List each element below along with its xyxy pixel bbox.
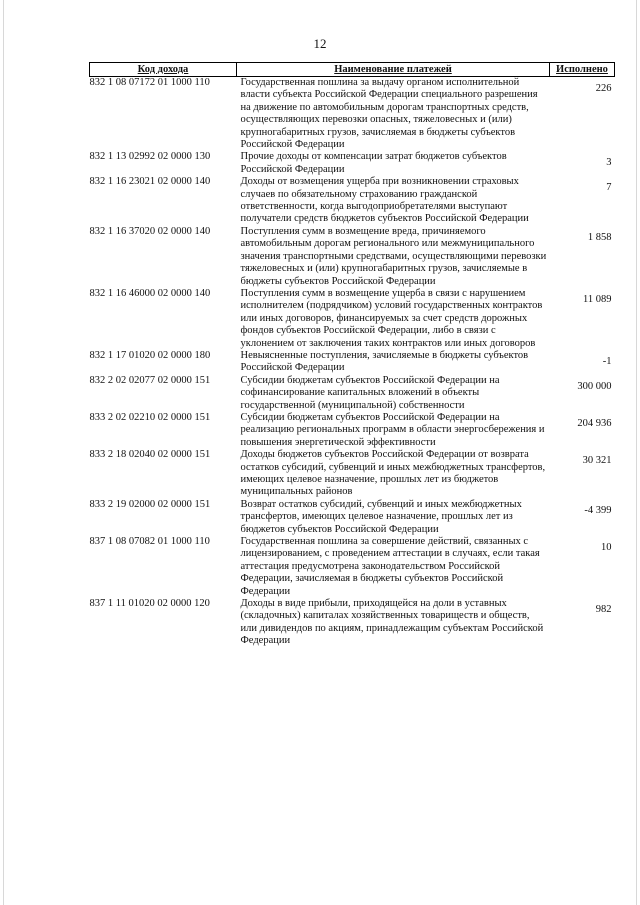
executed-amount: -1 [602,355,612,367]
executed-amount: 10 [601,542,612,554]
income-table [89,62,615,648]
scan-edge-right [636,0,637,905]
payment-name: Прочие доходы от компенсации затрат бюджетов субъектов Российской Федерации [240,151,507,175]
payment-name: Поступления сумм в возмещение вреда, причиняемого автомобильным дорогам регионального или межмуниципального значения транспортными средствами, осуществляющими перевозки тяжеловесных и (или) крупногабаритных грузов, зачисляемые в бюджеты субъектов Российской Федерации [240,225,547,287]
payment-name: Доходы от возмещения ущерба при возникновении страховых случаев по обязательному страхованию гражданской ответственности, когда выгодоприобретателями выступают получатели средств бюджетов субъектов Российской Федерации [240,176,529,225]
executed-amount: 1 858 [587,231,612,243]
executed-amount: 30 321 [582,455,612,467]
income-code: 837 1 08 07082 01 1000 110 [89,536,210,548]
income-code: 832 1 08 07172 01 1000 110 [89,77,210,88]
table-row [90,288,615,350]
table-row [90,375,615,412]
income-code: 833 2 19 02000 02 0000 151 [89,498,211,510]
payment-name: Субсидии бюджетам субъектов Российской Федерации на реализацию региональных программ в области энергосбережения и повышения энергетической эффективности [240,411,545,448]
table-row [90,499,615,536]
payment-name: Государственная пошлина за совершение действий, связанных с лицензированием, с проведением аттестации в случаях, если такая аттестация предусмотрена законодательством Российской Федерации, зачисляемая в бюджеты субъектов Российской Федерации [240,536,540,597]
payment-name: Субсидии бюджетам субъектов Российской Федерации на софинансирование капитальных вложений в объекты государственной (муниципальной) собственности [240,374,500,411]
income-code: 833 2 02 02210 02 0000 151 [89,411,211,423]
executed-amount: 226 [595,83,612,94]
table-row [90,449,615,499]
table-header-row [90,63,615,77]
header-amount: Исполнено [550,63,615,77]
payment-name: Доходы в виде прибыли, приходящейся на доли в уставных (складочных) капиталах хозяйственных товариществ и обществ, или дивидендов по акциям, принадлежащим субъектам Российской Федерации [240,598,544,647]
executed-amount: 982 [595,604,612,616]
executed-amount: 7 [606,182,612,194]
payment-name: Возврат остатков субсидий, субвенций и иных межбюджетных трансфертов, имеющих целевое назначение, прошлых лет из бюджетов субъектов Российской Федерации [240,498,522,535]
page-number: 12 [313,36,327,51]
executed-amount: 11 089 [583,293,612,305]
executed-amount: 204 936 [577,417,612,429]
payment-name: Невыясненные поступления, зачисляемые в бюджеты субъектов Российской Федерации [240,349,529,374]
header-code: Код дохода [90,63,237,77]
income-code: 832 1 17 01020 02 0000 180 [89,349,211,361]
income-code: 832 1 16 23021 02 0000 140 [89,176,211,188]
table-row [90,350,615,375]
income-code: 832 2 02 02077 02 0000 151 [89,374,211,386]
payment-name: Государственная пошлина за выдачу органом исполнительной власти субъекта Российской Федерации специального разрешения на движение по автомобильным дорогам транспортных средств, осуществляющих перевозки опасных, тяжеловесных и (или) крупногабаритных грузов, зачисляемая в бюджеты субъектов Российской Федерации [240,77,538,151]
payment-name: Доходы бюджетов субъектов Российской Федерации от возврата остатков субсидий, субвенций и иных межбюджетных трансфертов, имеющих целевое назначение, прошлых лет из бюджетов муниципальных районов [240,449,546,498]
table-row [90,412,615,449]
table-row [90,176,615,226]
scan-edge-left [3,0,4,905]
executed-amount: -4 399 [584,504,612,516]
income-code: 832 1 16 37020 02 0000 140 [89,225,211,237]
payment-name: Поступления сумм в возмещение ущерба в связи с нарушением исполнителем (подрядчиком) условий государственных контрактов или иных договоров, финансируемых за счет средств дорожных фондов субъектов Российской Федерации, либо в связи с уклонением от заключения таких контрактов или иных договоров [240,287,543,349]
table-row [90,598,615,648]
income-code: 832 1 13 02992 02 0000 130 [89,151,211,163]
table-row [90,151,615,176]
table-row [90,536,615,598]
executed-amount: 3 [606,157,612,169]
income-code: 837 1 11 01020 02 0000 120 [89,598,210,610]
table-row [90,77,615,152]
table-row [90,226,615,288]
executed-amount: 300 000 [577,380,612,392]
income-code: 832 1 16 46000 02 0000 140 [89,287,211,299]
header-name: Наименование платежей [237,63,550,77]
income-code: 833 2 18 02040 02 0000 151 [89,449,211,461]
